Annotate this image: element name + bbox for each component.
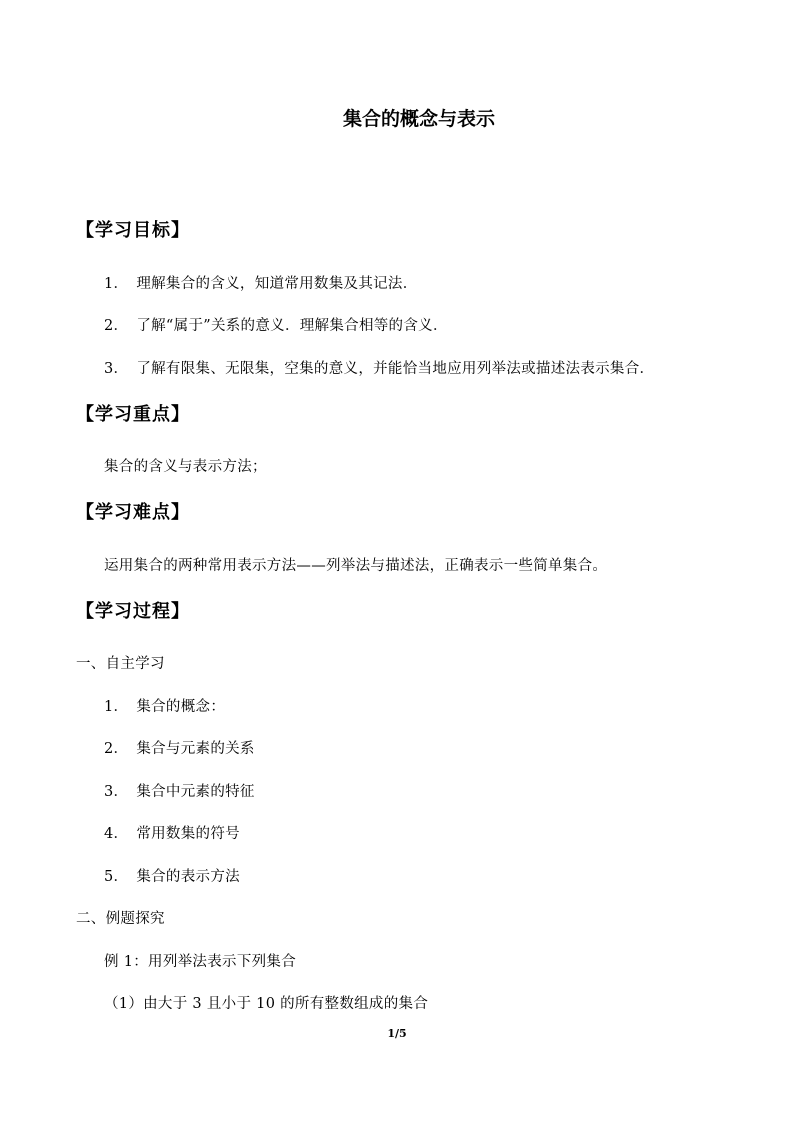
item-number: 4． [104, 826, 129, 842]
objective-text: 理解集合的含义，知道常用数集及其记法． [136, 276, 418, 292]
item-text: 集合的概念： [136, 699, 226, 715]
example-one-part-one: （1）由大于 3 且小于 10 的所有整数组成的集合 [104, 996, 429, 1012]
item-number: 2． [104, 741, 129, 757]
heading-key-points: 【学习重点】 [76, 404, 190, 425]
objective-item [104, 357, 654, 378]
self-study-item [104, 822, 240, 843]
page-title: 集合的概念与表示 [342, 108, 495, 130]
item-number: 5． [104, 869, 129, 885]
objective-item [104, 314, 448, 335]
part-one-label: 一、自主学习 [76, 656, 165, 672]
key-points-text: 集合的含义与表示方法； [104, 459, 267, 475]
objective-number: 1． [104, 276, 129, 292]
item-text: 集合的表示方法 [136, 869, 240, 885]
item-text: 集合与元素的关系 [136, 741, 255, 757]
self-study-item [104, 780, 255, 801]
example-one: 例 1：用列举法表示下列集合 [104, 954, 297, 970]
self-study-item [104, 865, 240, 886]
self-study-item [104, 695, 225, 716]
page-number: 1/5 [387, 1027, 407, 1040]
difficulties-text: 运用集合的两种常用表示方法——列举法与描述法，正确表示一些简单集合。 [104, 558, 608, 574]
heading-process: 【学习过程】 [76, 601, 190, 622]
item-text: 集合中元素的特征 [136, 784, 255, 800]
objective-number: 2． [104, 318, 129, 334]
objective-text: 了解有限集、无限集，空集的意义，并能恰当地应用列举法或描述法表示集合． [136, 361, 655, 377]
objective-number: 3． [104, 361, 129, 377]
item-text: 常用数集的符号 [136, 826, 240, 842]
self-study-item [104, 737, 255, 758]
objective-text: 了解“属于”关系的意义．理解集合相等的含义． [136, 318, 448, 334]
item-number: 1． [104, 699, 129, 715]
item-number: 3． [104, 784, 129, 800]
objective-item [104, 272, 418, 293]
part-two-label: 二、例题探究 [76, 911, 165, 927]
heading-difficulties: 【学习难点】 [76, 502, 190, 523]
heading-objectives: 【学习目标】 [76, 220, 190, 241]
